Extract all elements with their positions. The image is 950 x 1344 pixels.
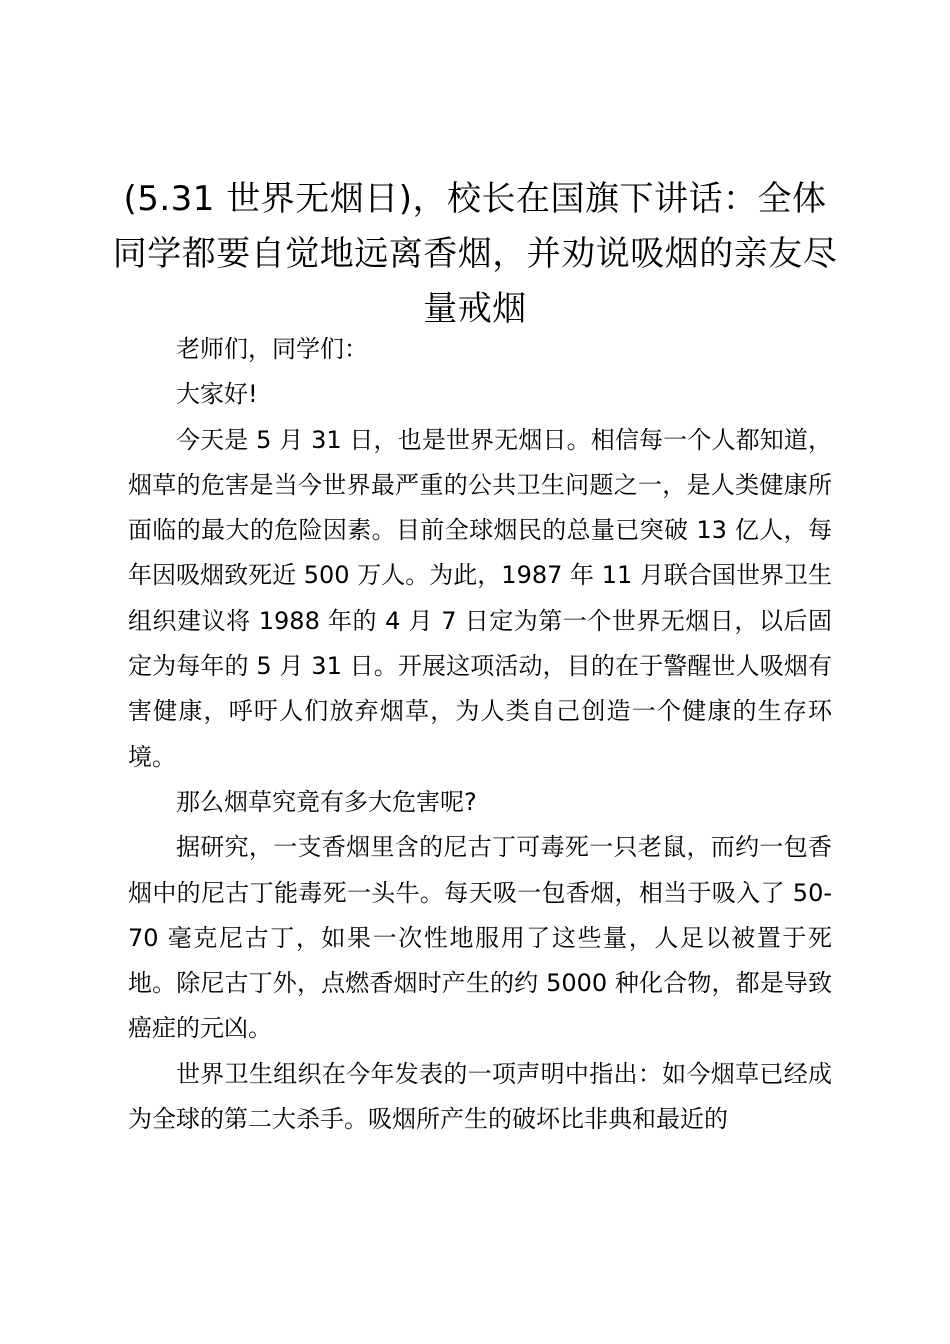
paragraph-salutation: 老师们，同学们：: [176, 335, 368, 363]
paragraph-who-statement: 世界卫生组织在今年发表的一项声明中指出：如今烟草已经成为全球的第二大杀手。吸烟所产生的破坏比非典和最近的: [128, 1059, 832, 1134]
document-body: [128, 327, 832, 1142]
document-title: (5.31 世界无烟日)，校长在国旗下讲话：全体同学都要自觉地远离香烟，并劝说吸烟的亲友尽量戒烟: [112, 179, 838, 329]
paragraph-greeting: 大家好!: [176, 380, 258, 409]
paragraph-question: 那么烟草究竟有多大危害呢?: [176, 787, 477, 816]
paragraph-research: 据研究，一支香烟里含的尼古丁可毒死一只老鼠，而约一包香烟中的尼古丁能毒死一头牛。每天吸一包香烟，相当于吸入了 50-70 毫克尼古丁，如果一次性地服用了这些量，人足以被置于死地。除尼古丁外，点燃香烟时产生的约 5000 种化合物，都是导致癌症的元凶。: [128, 833, 832, 1043]
paragraph-intro: 今天是 5 月 31 日，也是世界无烟日。相信每一个人都知道，烟草的危害是当今世界最严重的公共卫生问题之一，是人类健康所面临的最大的危险因素。目前全球烟民的总量已突破 13 亿人，每年因吸烟致死近 500 万人。为此，1987 年 11 月联合国世界卫生组织建议将 1988 年的 4 月 7 日定为第一个世界无烟日，以后固定为每年的 5 月 31 日。开展这项活动，目的在于警醒世人吸烟有害健康，呼吁人们放弃烟草，为人类自己创造一个健康的生存环境。: [128, 425, 832, 771]
